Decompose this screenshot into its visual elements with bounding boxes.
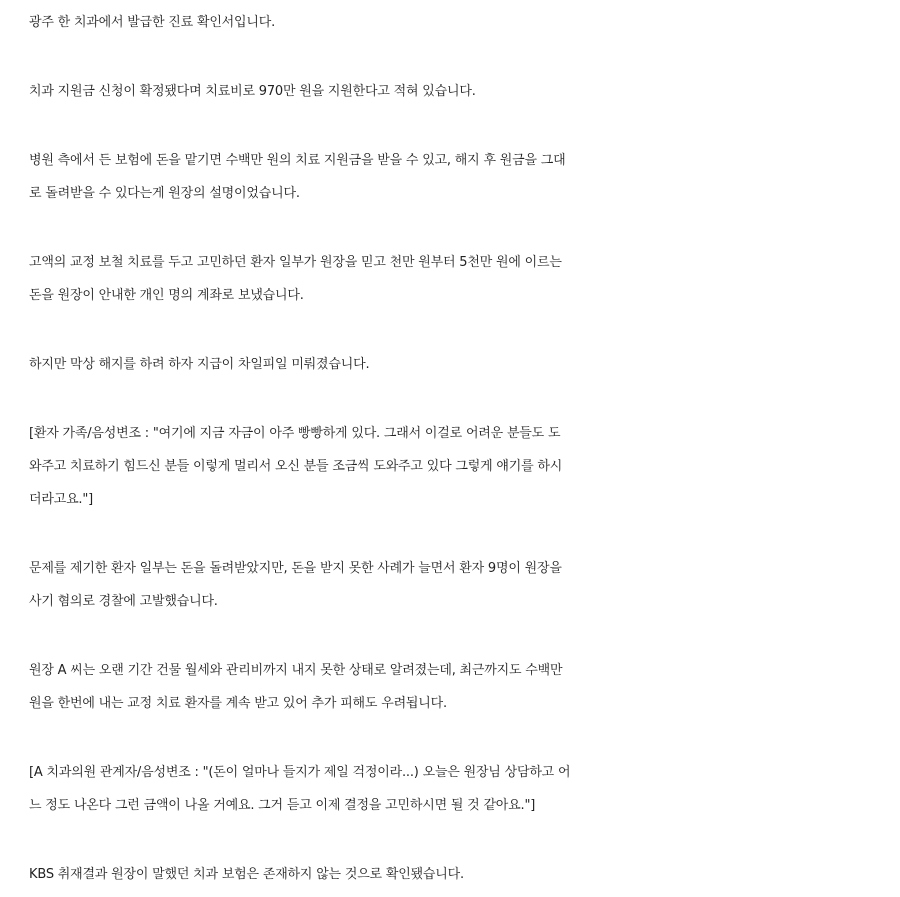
text-line: [환자 가족/음성변조 : "여기에 지금 자금이 아주 빵빵하게 있다. 그래서 이걸로 어려운 분들도 도 [29, 426, 561, 441]
paragraph-5 [29, 348, 879, 381]
text-line: 문제를 제기한 환자 일부는 돈을 돌려받았지만, 돈을 받지 못한 사례가 늘면서 환자 9명이 원장을 [29, 561, 562, 576]
text-line: 고액의 교정 보철 치료를 두고 고민하던 환자 일부가 원장을 믿고 천만 원부터 5천만 원에 이르는 [29, 255, 562, 270]
paragraph-3 [29, 144, 879, 210]
paragraph-1 [29, 6, 879, 39]
paragraph-2 [29, 75, 879, 108]
text-line: 더라고요."] [29, 492, 94, 507]
text-line: 돈을 원장이 안내한 개인 명의 계좌로 보냈습니다. [29, 288, 304, 303]
text-line: 원장 A 씨는 오랜 기간 건물 월세와 관리비까지 내지 못한 상태로 알려졌는데, 최근까지도 수백만 [29, 663, 563, 678]
quote-clinic-staff [29, 756, 879, 822]
text-line: 광주 한 치과에서 발급한 진료 확인서입니다. [29, 15, 276, 30]
text-line: 와주고 치료하기 힘드신 분들 이렇게 멀리서 오신 분들 조금씩 도와주고 있다 그렇게 얘기를 하시 [29, 459, 563, 474]
text-line: 사기 혐의로 경찰에 고발했습니다. [29, 594, 218, 609]
text-line: 로 돌려받을 수 있다는게 원장의 설명이었습니다. [29, 186, 300, 201]
quote-patient-family [29, 417, 879, 516]
text-line: [A 치과의원 관계자/음성변조 : "(돈이 얼마나 들지가 제일 걱정이라...) 오늘은 원장님 상담하고 어 [29, 765, 571, 780]
paragraph-10 [29, 858, 879, 891]
paragraph-4 [29, 246, 879, 312]
article-body [29, 0, 879, 891]
text-line: 치과 지원금 신청이 확정됐다며 치료비로 970만 원을 지원한다고 적혀 있습니다. [29, 84, 476, 99]
text-line: 원을 한번에 내는 교정 치료 환자를 계속 받고 있어 추가 피해도 우려됩니다. [29, 696, 447, 711]
text-line: KBS 취재결과 원장이 말했던 치과 보험은 존재하지 않는 것으로 확인됐습니다. [29, 867, 464, 882]
paragraph-8 [29, 654, 879, 720]
text-line: 하지만 막상 해지를 하려 하자 지급이 차일피일 미뤄졌습니다. [29, 357, 370, 372]
paragraph-7 [29, 552, 879, 618]
text-line: 병원 측에서 든 보험에 돈을 맡기면 수백만 원의 치료 지원금을 받을 수 있고, 해지 후 원금을 그대 [29, 153, 566, 168]
text-line: 느 정도 나온다 그런 금액이 나올 거예요. 그거 듣고 이제 결정을 고민하시면 될 것 같아요."] [29, 798, 536, 813]
